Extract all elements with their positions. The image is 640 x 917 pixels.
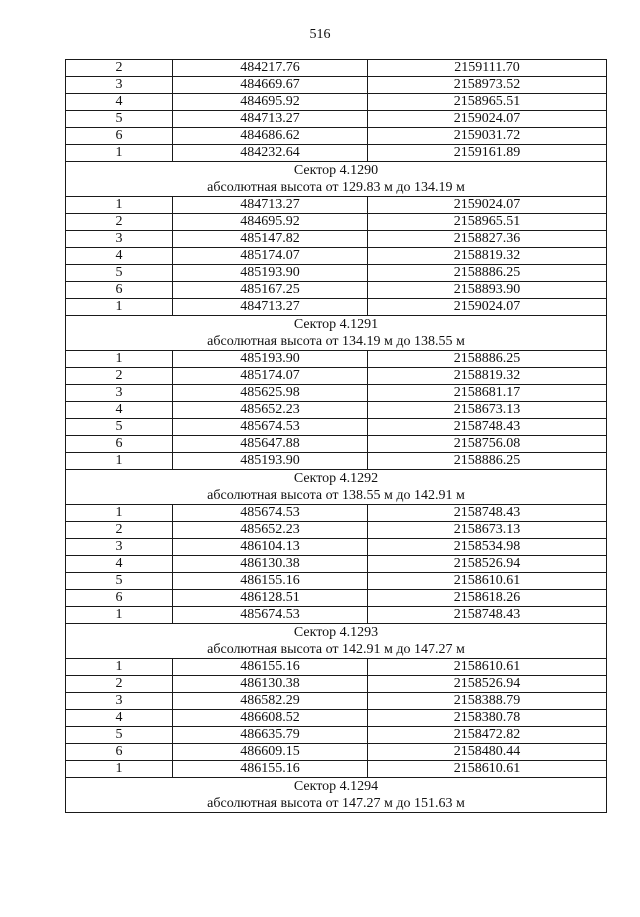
sector-header-row [66,316,607,351]
sector-altitude: абсолютная высота от 138.55 м до 142.91 м [207,488,465,503]
sector-title: Сектор 4.1294 [293,779,379,794]
table-row [66,419,607,436]
point-number-cell: 3 [66,539,173,556]
x-coordinate-cell: 484695.92 [173,94,368,111]
point-number-cell: 6 [66,282,173,299]
y-coordinate-cell: 2158886.25 [368,351,607,368]
y-coordinate-cell: 2158673.13 [368,522,607,539]
point-number-cell: 2 [66,522,173,539]
point-number-cell: 5 [66,111,173,128]
y-coordinate-cell: 2158681.17 [368,385,607,402]
table-row [66,231,607,248]
coordinates-table [65,59,607,813]
x-coordinate-cell: 486104.13 [173,539,368,556]
point-number-cell: 1 [66,351,173,368]
table-row [66,556,607,573]
point-number-cell: 4 [66,402,173,419]
table-row [66,676,607,693]
table-row [66,505,607,522]
point-number-cell: 1 [66,505,173,522]
y-coordinate-cell: 2159024.07 [368,111,607,128]
point-number-cell: 3 [66,385,173,402]
y-coordinate-cell: 2158526.94 [368,676,607,693]
point-number-cell: 1 [66,659,173,676]
point-number-cell: 6 [66,436,173,453]
point-number-cell: 3 [66,693,173,710]
x-coordinate-cell: 485674.53 [173,607,368,624]
x-coordinate-cell: 484713.27 [173,197,368,214]
y-coordinate-cell: 2158748.43 [368,505,607,522]
x-coordinate-cell: 485174.07 [173,368,368,385]
table-row [66,385,607,402]
point-number-cell: 5 [66,573,173,590]
sector-header [66,470,607,505]
y-coordinate-cell: 2158748.43 [368,607,607,624]
x-coordinate-cell: 486609.15 [173,744,368,761]
table-row [66,94,607,111]
x-coordinate-cell: 484686.62 [173,128,368,145]
x-coordinate-cell: 485193.90 [173,453,368,470]
sector-title: Сектор 4.1293 [293,625,379,640]
y-coordinate-cell: 2158965.51 [368,214,607,231]
x-coordinate-cell: 486582.29 [173,693,368,710]
point-number-cell: 2 [66,60,173,77]
table-row [66,590,607,607]
y-coordinate-cell: 2158610.61 [368,659,607,676]
y-coordinate-cell: 2158965.51 [368,94,607,111]
point-number-cell: 6 [66,590,173,607]
point-number-cell: 2 [66,368,173,385]
table-row [66,214,607,231]
y-coordinate-cell: 2159111.70 [368,60,607,77]
y-coordinate-cell: 2159161.89 [368,145,607,162]
sector-header [66,624,607,659]
table-row [66,522,607,539]
y-coordinate-cell: 2158886.25 [368,265,607,282]
y-coordinate-cell: 2159031.72 [368,128,607,145]
table-row [66,436,607,453]
point-number-cell: 4 [66,710,173,727]
x-coordinate-cell: 485193.90 [173,265,368,282]
y-coordinate-cell: 2158534.98 [368,539,607,556]
y-coordinate-cell: 2158610.61 [368,761,607,778]
table-row [66,197,607,214]
x-coordinate-cell: 486155.16 [173,659,368,676]
x-coordinate-cell: 486128.51 [173,590,368,607]
y-coordinate-cell: 2158827.36 [368,231,607,248]
table-row [66,744,607,761]
sector-title: Сектор 4.1290 [293,163,379,178]
table-row [66,111,607,128]
y-coordinate-cell: 2158819.32 [368,368,607,385]
x-coordinate-cell: 485174.07 [173,248,368,265]
y-coordinate-cell: 2158380.78 [368,710,607,727]
table-row [66,60,607,77]
sector-header-row [66,624,607,659]
y-coordinate-cell: 2158893.90 [368,282,607,299]
y-coordinate-cell: 2158673.13 [368,402,607,419]
x-coordinate-cell: 485647.88 [173,436,368,453]
point-number-cell: 1 [66,453,173,470]
point-number-cell: 2 [66,214,173,231]
sector-title: Сектор 4.1292 [293,471,379,486]
sector-header [66,162,607,197]
table-row [66,710,607,727]
point-number-cell: 4 [66,556,173,573]
x-coordinate-cell: 484713.27 [173,299,368,316]
y-coordinate-cell: 2158756.08 [368,436,607,453]
table-row [66,659,607,676]
sector-header-row [66,778,607,813]
table-row [66,761,607,778]
table-row [66,453,607,470]
table-row [66,727,607,744]
y-coordinate-cell: 2158480.44 [368,744,607,761]
y-coordinate-cell: 2158886.25 [368,453,607,470]
page-number: 516 [309,27,331,42]
sector-header [66,316,607,351]
table-row [66,368,607,385]
sector-header-row [66,162,607,197]
point-number-cell: 3 [66,231,173,248]
point-number-cell: 4 [66,94,173,111]
table-row [66,265,607,282]
x-coordinate-cell: 486155.16 [173,573,368,590]
x-coordinate-cell: 486130.38 [173,556,368,573]
table-row [66,145,607,162]
table-row [66,539,607,556]
x-coordinate-cell: 485652.23 [173,522,368,539]
x-coordinate-cell: 485674.53 [173,505,368,522]
y-coordinate-cell: 2159024.07 [368,197,607,214]
table-row [66,607,607,624]
table-row [66,573,607,590]
table-row [66,351,607,368]
point-number-cell: 1 [66,761,173,778]
x-coordinate-cell: 484669.67 [173,77,368,94]
point-number-cell: 2 [66,676,173,693]
table-row [66,128,607,145]
point-number-cell: 6 [66,128,173,145]
y-coordinate-cell: 2158472.82 [368,727,607,744]
y-coordinate-cell: 2158748.43 [368,419,607,436]
coordinates-table-body [66,60,607,813]
sector-altitude: абсолютная высота от 147.27 м до 151.63 м [207,796,465,811]
sector-title: Сектор 4.1291 [293,317,379,332]
table-row [66,693,607,710]
x-coordinate-cell: 485167.25 [173,282,368,299]
y-coordinate-cell: 2158973.52 [368,77,607,94]
sector-altitude: абсолютная высота от 142.91 м до 147.27 м [207,642,465,657]
point-number-cell: 5 [66,727,173,744]
y-coordinate-cell: 2158819.32 [368,248,607,265]
sector-header [66,778,607,813]
x-coordinate-cell: 484217.76 [173,60,368,77]
point-number-cell: 5 [66,419,173,436]
point-number-cell: 4 [66,248,173,265]
table-row [66,77,607,94]
x-coordinate-cell: 484232.64 [173,145,368,162]
y-coordinate-cell: 2158618.26 [368,590,607,607]
point-number-cell: 1 [66,299,173,316]
point-number-cell: 3 [66,77,173,94]
table-row [66,282,607,299]
x-coordinate-cell: 486608.52 [173,710,368,727]
table-row [66,248,607,265]
point-number-cell: 6 [66,744,173,761]
point-number-cell: 1 [66,197,173,214]
x-coordinate-cell: 485652.23 [173,402,368,419]
x-coordinate-cell: 485674.53 [173,419,368,436]
y-coordinate-cell: 2158526.94 [368,556,607,573]
x-coordinate-cell: 485147.82 [173,231,368,248]
sector-altitude: абсолютная высота от 129.83 м до 134.19 м [207,180,465,195]
y-coordinate-cell: 2158388.79 [368,693,607,710]
point-number-cell: 1 [66,145,173,162]
point-number-cell: 5 [66,265,173,282]
x-coordinate-cell: 486635.79 [173,727,368,744]
x-coordinate-cell: 486130.38 [173,676,368,693]
x-coordinate-cell: 486155.16 [173,761,368,778]
x-coordinate-cell: 485193.90 [173,351,368,368]
sector-header-row [66,470,607,505]
x-coordinate-cell: 484695.92 [173,214,368,231]
table-row [66,299,607,316]
x-coordinate-cell: 485625.98 [173,385,368,402]
y-coordinate-cell: 2158610.61 [368,573,607,590]
y-coordinate-cell: 2159024.07 [368,299,607,316]
point-number-cell: 1 [66,607,173,624]
table-row [66,402,607,419]
sector-altitude: абсолютная высота от 134.19 м до 138.55 м [207,334,465,349]
x-coordinate-cell: 484713.27 [173,111,368,128]
